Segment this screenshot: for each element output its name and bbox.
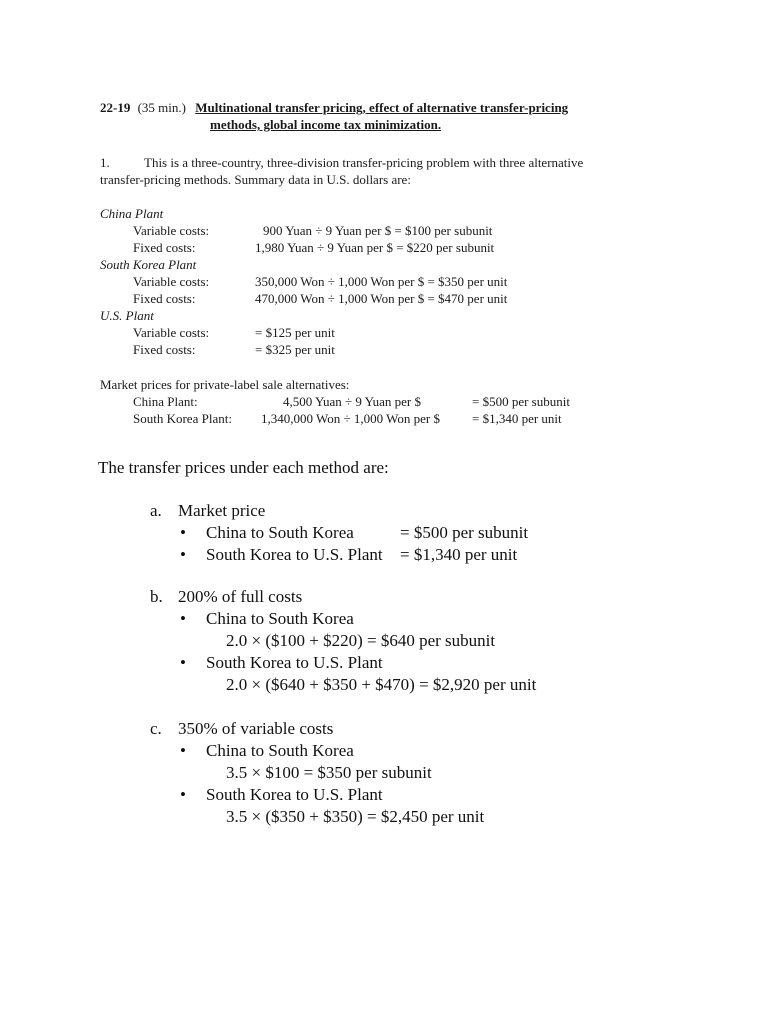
cost-value: 350,000 Won ÷ 1,000 Won per $ = $350 per unit xyxy=(255,274,508,289)
market-price-result: = $500 per subunit xyxy=(472,394,570,409)
cost-label: Variable costs: xyxy=(133,223,210,238)
market-price-label: China Plant: xyxy=(133,394,198,409)
transfer-price: = $1,340 per unit xyxy=(400,545,518,564)
bullet-icon: • xyxy=(180,741,186,760)
transfer-formula: 2.0 × ($100 + $220) = $640 per subunit xyxy=(226,631,496,650)
method-letter: c. xyxy=(150,719,162,738)
method-title: 200% of full costs xyxy=(178,587,303,606)
cost-value: = $325 per unit xyxy=(255,342,335,357)
cost-label: Fixed costs: xyxy=(133,291,196,306)
cost-label: Fixed costs: xyxy=(133,342,196,357)
problem-duration: (35 min.) xyxy=(137,100,186,115)
cost-row xyxy=(100,239,495,256)
cost-label: Variable costs: xyxy=(133,325,210,340)
plant-cost-summary xyxy=(100,205,508,358)
cost-label: Variable costs: xyxy=(133,274,210,289)
market-prices-heading: Market prices for private-label sale alternatives: xyxy=(100,377,350,392)
bullet-icon: • xyxy=(180,545,186,564)
problem-header xyxy=(100,99,569,132)
paragraph-line1: This is a three-country, three-division transfer-pricing problem with three alternative xyxy=(144,155,584,170)
cost-value: = $125 per unit xyxy=(255,325,335,340)
problem-number: 22-19 xyxy=(100,100,131,115)
method-letter: b. xyxy=(150,587,163,606)
transfer-route: China to South Korea xyxy=(206,609,354,628)
transfer-route: China to South Korea xyxy=(206,523,354,542)
market-price-calc: 4,500 Yuan ÷ 9 Yuan per $ xyxy=(283,394,421,409)
transfer-route: South Korea to U.S. Plant xyxy=(206,653,383,672)
problem-title-line2: methods, global income tax minimization. xyxy=(210,117,442,132)
cost-row xyxy=(100,290,508,307)
paragraph-number: 1. xyxy=(100,155,110,170)
market-prices xyxy=(100,376,570,427)
transfer-route: China to South Korea xyxy=(206,741,354,760)
transfer-price: = $500 per subunit xyxy=(400,523,529,542)
method-title: Market price xyxy=(178,501,266,520)
cost-row xyxy=(100,324,335,341)
method-title: 350% of variable costs xyxy=(178,719,334,738)
cost-row xyxy=(100,341,335,358)
transfer-formula: 3.5 × $100 = $350 per subunit xyxy=(226,763,432,782)
cost-value: 1,980 Yuan ÷ 9 Yuan per $ = $220 per subunit xyxy=(255,240,495,255)
plant-name-us: U.S. Plant xyxy=(100,308,154,323)
bullet-icon: • xyxy=(180,653,186,672)
bullet-icon: • xyxy=(180,609,186,628)
intro-paragraph xyxy=(100,154,666,188)
market-price-row xyxy=(100,393,570,410)
plant-name-china: China Plant xyxy=(100,206,164,221)
market-price-label: South Korea Plant: xyxy=(133,411,232,426)
transfer-route: South Korea to U.S. Plant xyxy=(206,785,383,804)
problem-title-line1: Multinational transfer pricing, effect of alternative transfer-pricing xyxy=(195,100,569,115)
market-price-row xyxy=(100,410,562,427)
market-price-result: = $1,340 per unit xyxy=(472,411,562,426)
bullet-icon: • xyxy=(180,785,186,804)
transfer-formula: 2.0 × ($640 + $350 + $470) = $2,920 per unit xyxy=(226,675,537,694)
cost-value: 470,000 Won ÷ 1,000 Won per $ = $470 per unit xyxy=(255,291,508,306)
method-letter: a. xyxy=(150,501,162,520)
cost-row xyxy=(100,222,493,239)
market-price-calc: 1,340,000 Won ÷ 1,000 Won per $ xyxy=(261,411,440,426)
cost-label: Fixed costs: xyxy=(133,240,196,255)
transfer-route: South Korea to U.S. Plant xyxy=(206,545,383,564)
bullet-icon: • xyxy=(180,523,186,542)
cost-row xyxy=(100,273,508,290)
paragraph-line2: transfer-pricing methods. Summary data in U.S. dollars are: xyxy=(100,172,411,187)
transfer-formula: 3.5 × ($350 + $350) = $2,450 per unit xyxy=(226,807,485,826)
transfer-prices-intro: The transfer prices under each method are: xyxy=(98,458,389,477)
plant-name-south-korea: South Korea Plant xyxy=(100,257,197,272)
cost-value: 900 Yuan ÷ 9 Yuan per $ = $100 per subunit xyxy=(263,223,493,238)
